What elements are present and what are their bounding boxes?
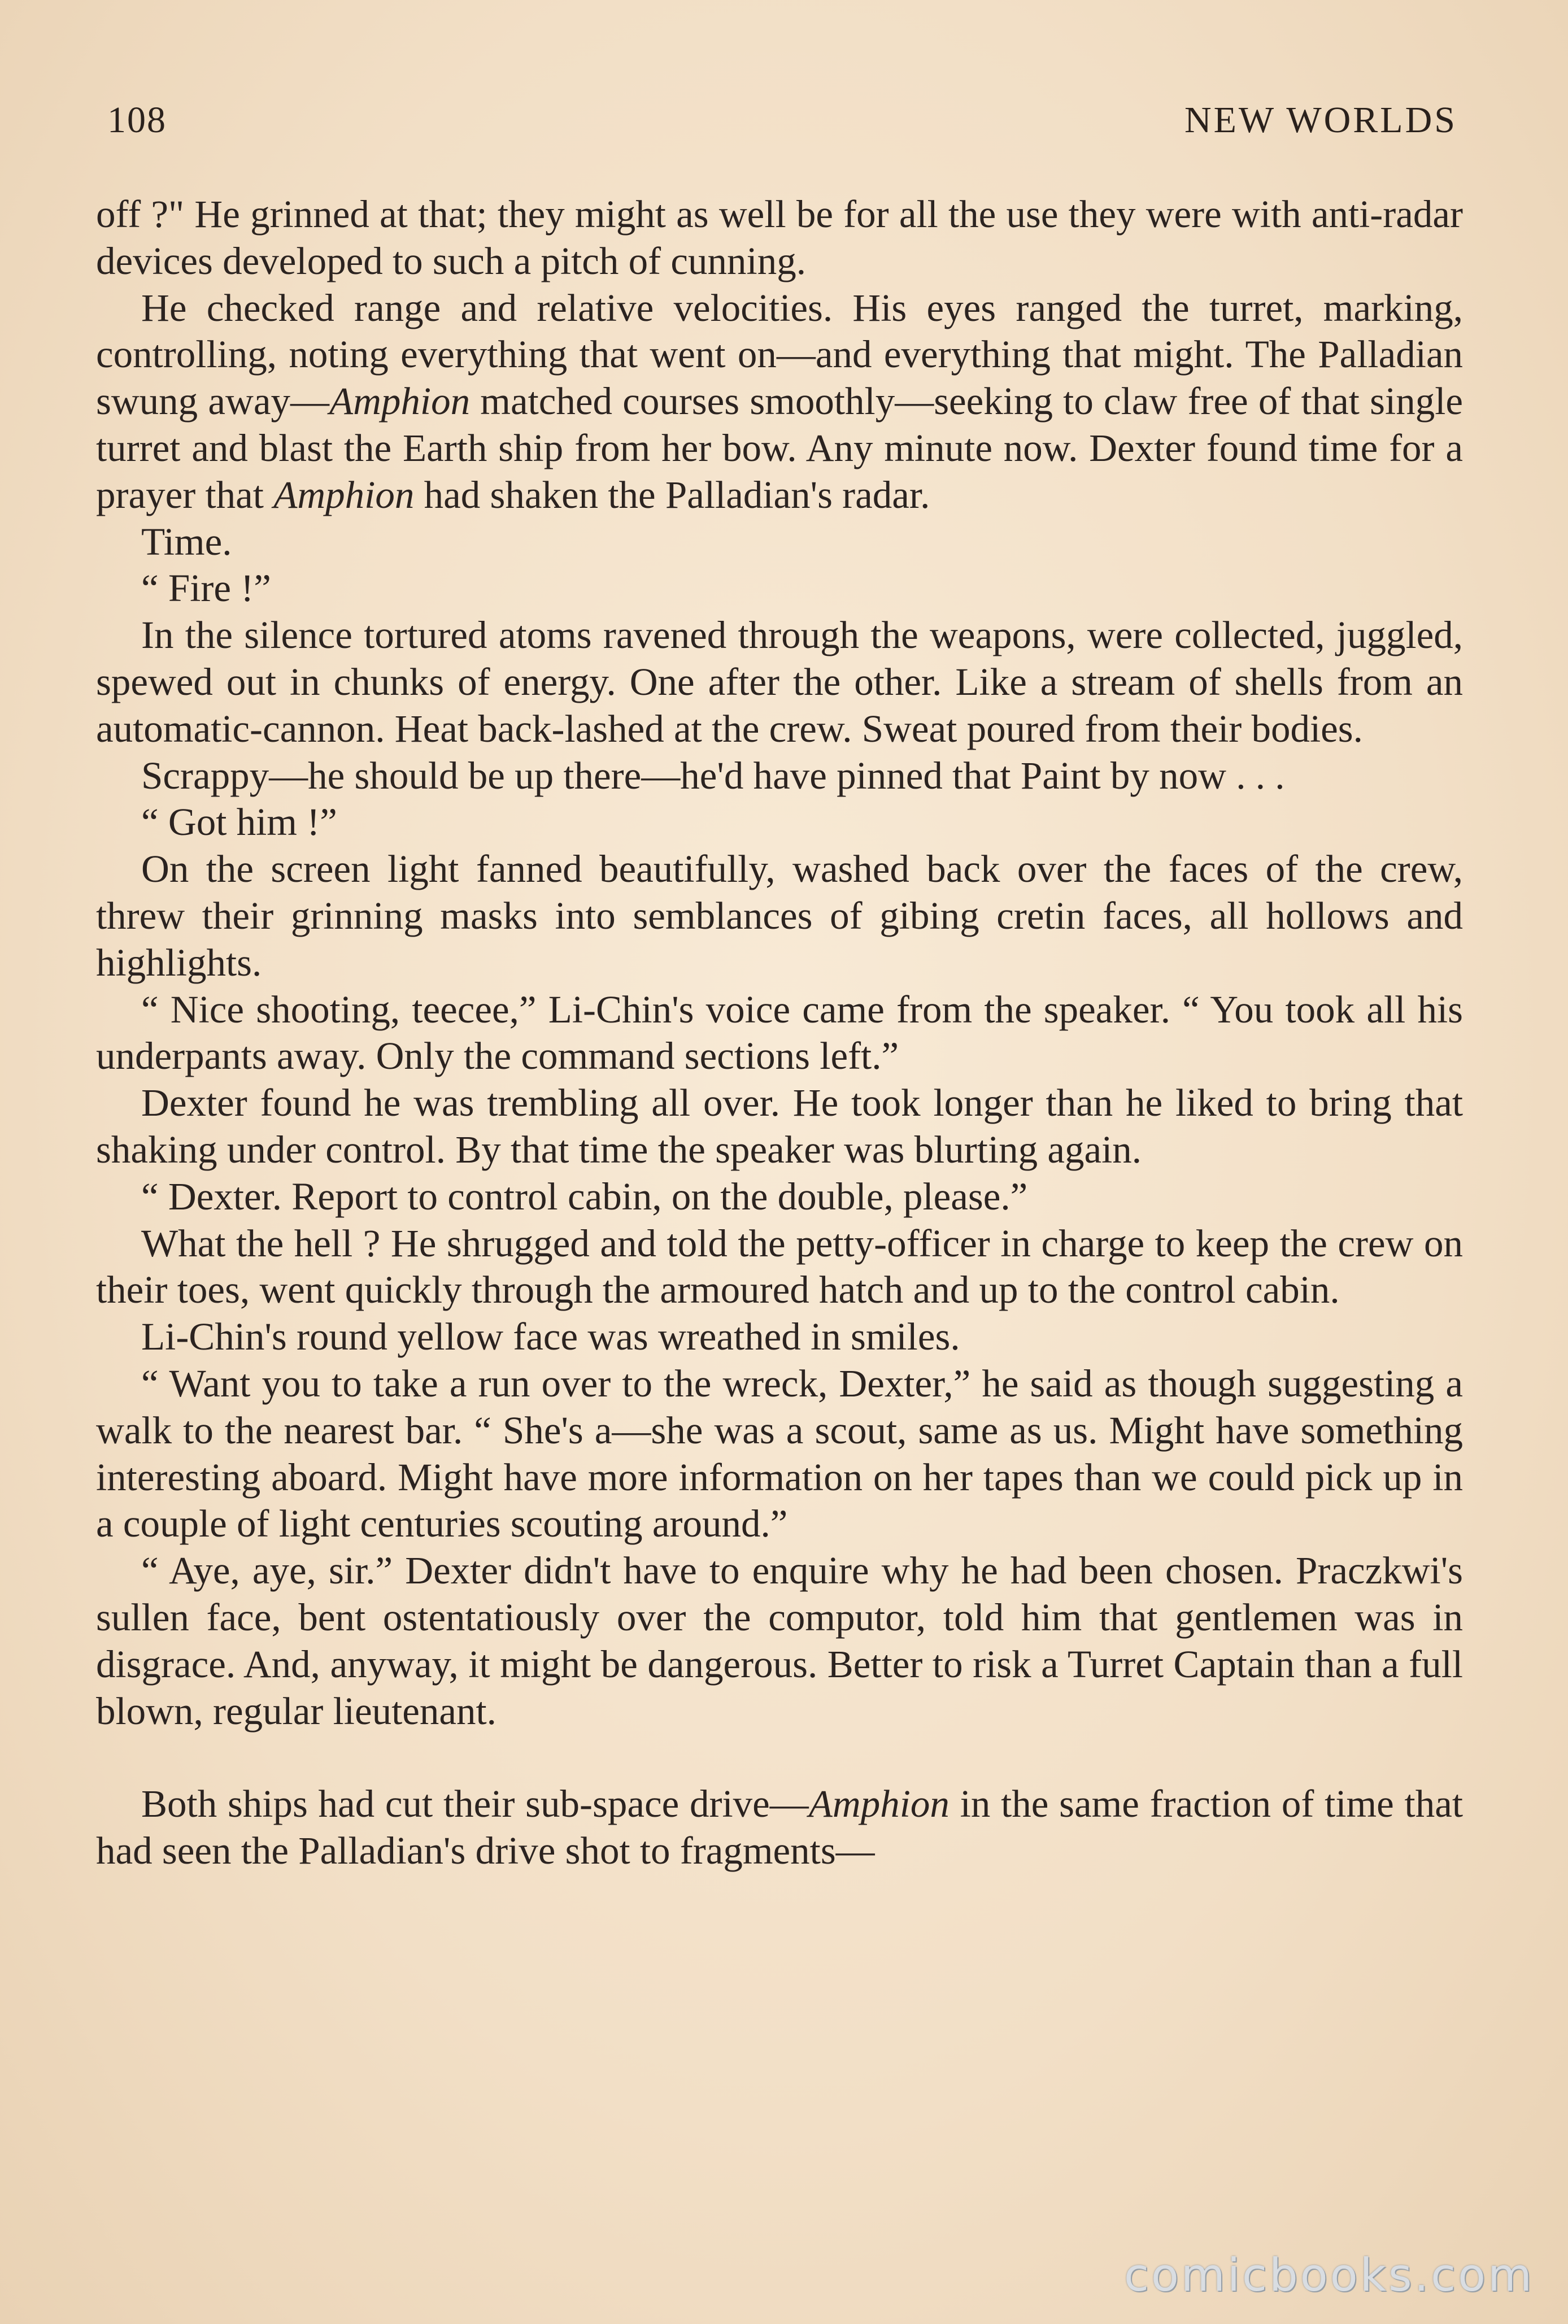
paragraph: In the silence tortured atoms ravened through the weapons, were collected, juggled, spewed out in chunks of energy. One after the other. Like a stream of shells from an automatic-cannon. Heat back-lashed at the crew. Sweat poured from their bodies. — [96, 613, 1463, 750]
body-text — [96, 191, 1463, 1874]
paragraph: “ Fire !” — [141, 567, 271, 610]
page-header — [107, 99, 1457, 150]
paragraph: “ Nice shooting, teecee,” Li-Chin's voice came from the speaker. “ You took all his underpants away. Only the command sections left.” — [96, 987, 1463, 1078]
paragraph: off ?" He grinned at that; they might as well be for all the use they were with anti-radar devices developed to such a pitch of cunning. — [96, 193, 1463, 282]
paragraph: What the hell ? He shrugged and told the petty-officer in charge to keep the crew on their toes, went quickly through the armoured hatch and up to the control cabin. — [96, 1221, 1463, 1312]
paragraph: “ Want you to take a run over to the wreck, Dexter,” he said as though suggesting a walk to the nearest bar. “ She's a—she was a scout, same as us. Might have something interesting aboard. Might have more information on her tapes than we could pick up in a couple of light centuries scouting around.” — [96, 1361, 1463, 1546]
ship-name: Amphion — [273, 473, 415, 516]
paragraph: He checked range and relative velocities. His eyes ranged the turret, marking, controlling, noting everything that went on—and everything that might. The Palladian swung away—Amphion matched courses smoothly—seeking to claw free of that single turret and blast the Earth ship from her bow. Any minute now. Dexter found time for a prayer that Amphion had shaken the Palladian's radar. — [96, 286, 1463, 516]
section-break — [96, 1734, 1463, 1781]
paragraph: “ Got him !” — [141, 800, 337, 844]
paragraph: Time. — [141, 520, 232, 563]
paragraph: Both ships had cut their sub-space drive—Amphion in the same fraction of time that had seen the Palladian's drive shot to fragments— — [96, 1782, 1463, 1873]
watermark: comicbooks.com — [1123, 2249, 1534, 2301]
ship-name: Amphion — [808, 1782, 949, 1826]
paragraph: Li-Chin's round yellow face was wreathed in smiles. — [141, 1315, 960, 1359]
paragraph: Scrappy—he should be up there—he'd have pinned that Paint by now . . . — [141, 754, 1285, 797]
running-head: NEW WORLDS — [1184, 99, 1457, 141]
paragraph: Dexter found he was trembling all over. He took longer than he liked to bring that shaking under control. By that time the speaker was blurting again. — [96, 1081, 1463, 1171]
paragraph: “ Dexter. Report to control cabin, on the double, please.” — [141, 1174, 1028, 1218]
ship-name: Amphion — [329, 380, 471, 423]
paragraph: “ Aye, aye, sir.” Dexter didn't have to enquire why he had been chosen. Praczkwi's sullen face, bent ostentatiously over the computor, told him that gentlemen was in disgrace. And, anyway, it might be dangerous. Better to risk a Turret Captain than a full blown, regular lieutenant. — [96, 1549, 1463, 1733]
page-number: 108 — [107, 99, 167, 141]
paragraph: On the screen light fanned beautifully, washed back over the faces of the crew, threw their grinning masks into semblances of gibing cretin faces, all hollows and highlights. — [96, 847, 1463, 984]
